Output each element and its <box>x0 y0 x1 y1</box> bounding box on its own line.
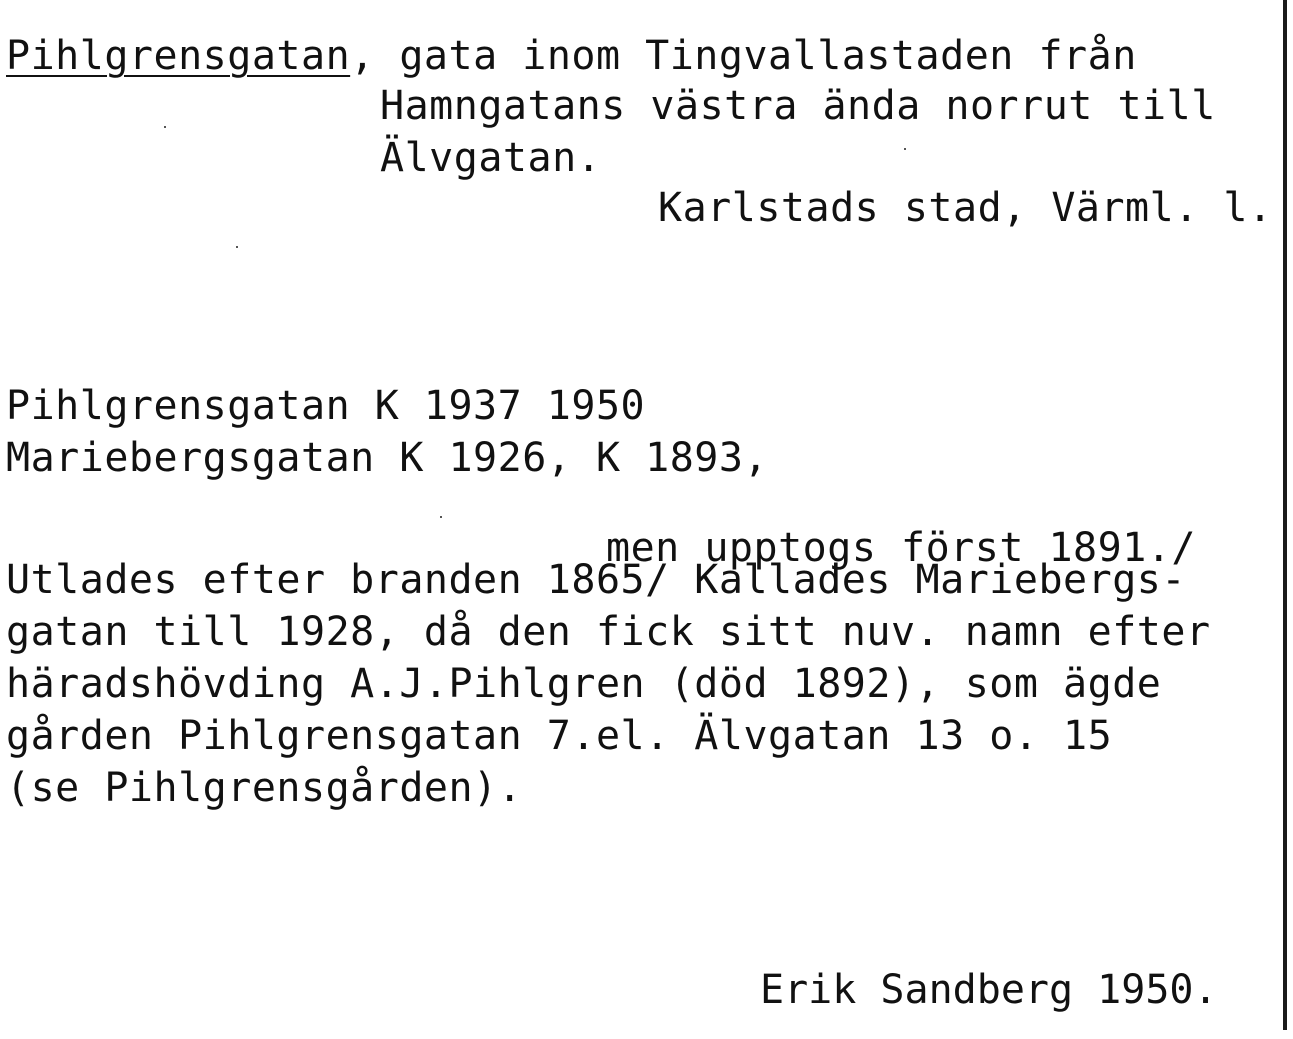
history-line-5: (se Pihlgrensgården). <box>6 765 523 811</box>
entry-heading-line <box>6 32 1137 80</box>
signature: Erik Sandberg 1950. <box>760 967 1218 1013</box>
entry-definition-line-3: Älvgatan. <box>380 135 602 181</box>
entry-definition-line-1: , gata inom Tingvallastaden från <box>350 33 1137 79</box>
history-line-1: Utlades efter branden 1865/ Kallades Mariebergs- <box>6 557 1186 603</box>
scan-speck <box>904 148 906 150</box>
entry-location: Karlstads stad, Värml. l. <box>658 185 1273 231</box>
card-edge <box>1283 0 1287 1030</box>
entry-definition-line-2: Hamngatans västra ända norrut till <box>380 83 1216 129</box>
scan-speck <box>440 516 442 518</box>
history-insertion: men upptogs först 1891./ <box>606 525 1196 571</box>
scan-speck <box>164 126 166 128</box>
entry-term: Pihlgrensgatan <box>6 33 351 79</box>
history-line-3: häradshövding A.J.Pihlgren (död 1892), som ägde <box>6 661 1162 707</box>
scan-speck <box>236 246 238 248</box>
reference-line-1: Pihlgrensgatan K 1937 1950 <box>6 383 646 429</box>
history-line-2: gatan till 1928, då den fick sitt nuv. namn efter <box>6 609 1211 655</box>
history-line-4: gården Pihlgrensgatan 7.el. Älvgatan 13 o. 15 <box>6 713 1113 759</box>
reference-line-2: Mariebergsgatan K 1926, K 1893, <box>6 435 769 481</box>
